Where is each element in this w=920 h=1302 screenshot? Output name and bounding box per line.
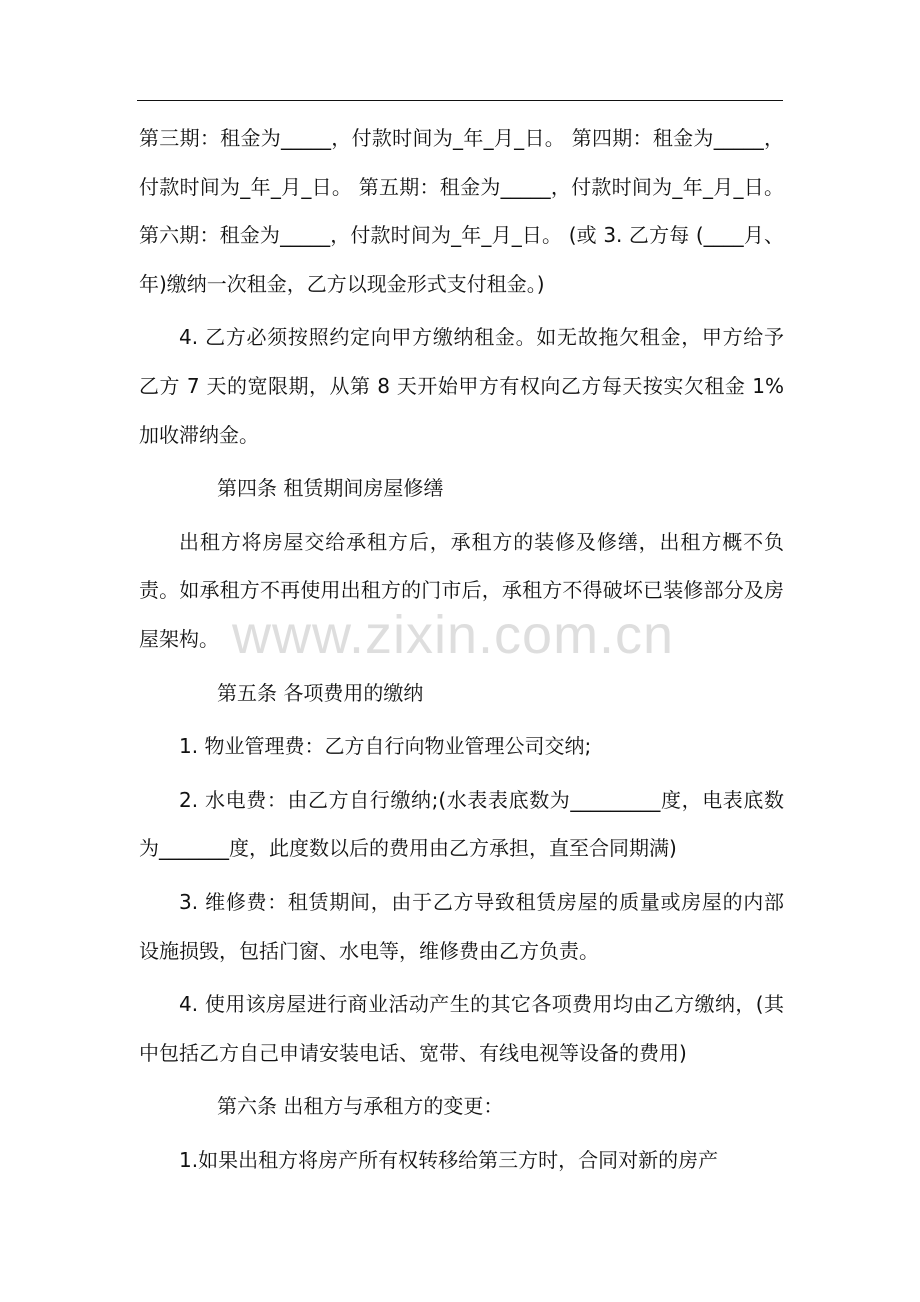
maintenance-fee-item: 3. 维修费：租赁期间，由于乙方导致租赁房屋的质量或房屋的内部设施损毁，包括门窗、水电等，维修费由乙方负责。: [139, 889, 784, 963]
repair-clause: 出租方将房屋交给承租方后，承租方的装修及修缮，出租方概不负责。如承租方不再使用出租方的门市后，承租方不得破坏已装修部分及房屋架构。: [139, 529, 784, 651]
ownership-transfer-item: 1.如果出租方将房产所有权转移给第三方时，合同对新的房产: [179, 1147, 719, 1172]
document-body: [139, 114, 784, 1184]
section-heading-4: 第四条 租赁期间房屋修缮: [217, 476, 444, 501]
section-heading-6: 第六条 出租方与承租方的变更：: [217, 1094, 504, 1119]
watermark: www.zixin.com.cn: [232, 605, 675, 665]
other-fees-item: 4. 使用该房屋进行商业活动产生的其它各项费用均由乙方缴纳，(其中包括乙方自己申请安装电话、宽带、有线电视等设备的费用): [139, 992, 784, 1065]
section-heading-5: 第五条 各项费用的缴纳: [217, 680, 424, 705]
payment-periods-paragraph: 第三期：租金为_____，付款时间为_年_月_日。 第四期：租金为_____，付款时间为_年_月_日。 第五期：租金为_____，付款时间为_年_月_日。 第六期：租金为_____，付款时间为_年_月_日。 (或 3. 乙方每 (____月、年)缴纳一次租金，乙方以现金形式支付租金。): [139, 126, 784, 296]
utility-fee-item: 2. 水电费：由乙方自行缴纳;(水表表底数为_________度，电表底数为_______度，此度数以后的费用由乙方承担，直至合同期满): [139, 787, 784, 861]
late-payment-clause: 4. 乙方必须按照约定向甲方缴纳租金。如无故拖欠租金，甲方给予乙方 7 天的宽限期，从第 8 天开始甲方有权向乙方每天按实欠租金 1%加收滞纳金。: [139, 325, 784, 447]
header-rule: [137, 100, 783, 101]
property-fee-item: 1. 物业管理费：乙方自行向物业管理公司交纳;: [179, 734, 592, 759]
